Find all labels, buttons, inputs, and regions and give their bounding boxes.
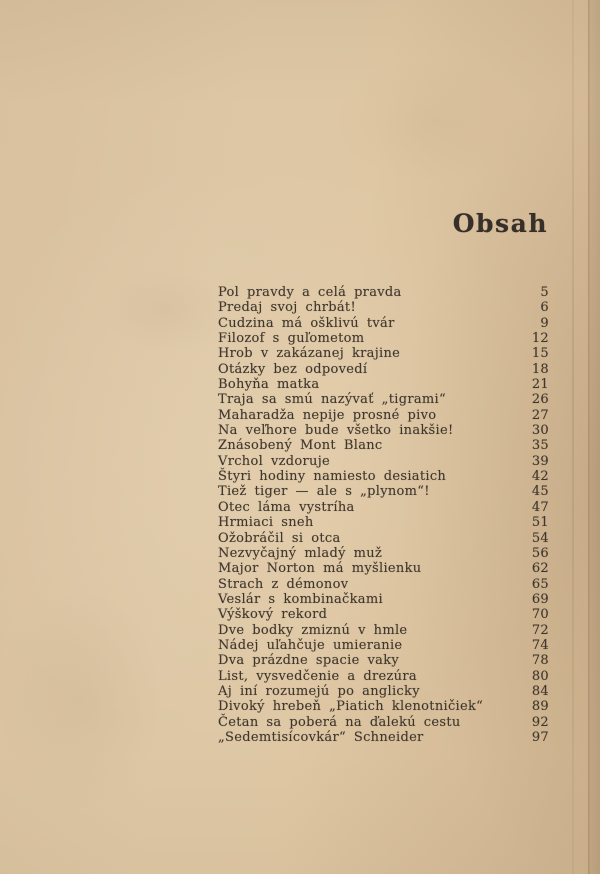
toc-entry — [218, 638, 549, 653]
page-title: Obsah — [452, 209, 548, 238]
toc-entry — [218, 531, 549, 546]
toc-entry-page-number: 26 — [531, 392, 549, 408]
toc-entry-page-number: 74 — [531, 637, 549, 653]
toc-entry-page-number: 12 — [531, 331, 549, 347]
toc-entry — [218, 699, 549, 714]
toc-entry-title: Vrchol vzdoruje — [218, 453, 331, 469]
toc-entry-title: Maharadža nepije prosné pivo — [218, 407, 437, 423]
toc-entry-title: Filozof s guľometom — [218, 331, 365, 347]
toc-entry-title: Na veľhore bude všetko inakšie! — [218, 423, 454, 439]
toc-entry — [218, 607, 549, 622]
toc-entry-page-number: 70 — [531, 607, 549, 623]
toc-entry — [218, 592, 549, 607]
toc-entry — [218, 500, 549, 515]
toc-entry — [218, 316, 549, 331]
toc-entry — [218, 454, 549, 469]
toc-entry-page-number: 6 — [540, 300, 549, 316]
toc-entry-title: Cudzina má ošklivú tvár — [218, 315, 395, 331]
toc-entry — [218, 346, 549, 361]
toc-entry-page-number: 56 — [531, 545, 549, 561]
toc-entry — [218, 408, 549, 423]
toc-entry-title: Strach z démonov — [218, 576, 349, 592]
toc-entry-title: Výškový rekord — [218, 607, 328, 623]
toc-entry-title: Pol pravdy a celá pravda — [218, 285, 402, 300]
toc-entry-page-number: 65 — [531, 576, 549, 592]
toc-entry-title: Otázky bez odpovedí — [218, 361, 368, 377]
toc-entry-page-number: 21 — [531, 377, 549, 393]
toc-entry — [218, 285, 549, 300]
toc-entry-page-number: 45 — [531, 484, 549, 500]
toc-entry-title: List, vysvedčenie a drezúra — [218, 668, 417, 684]
toc-entry-page-number: 92 — [531, 714, 549, 730]
toc-entry-page-number: 72 — [531, 622, 549, 638]
toc-entry — [218, 392, 549, 407]
toc-entry — [218, 623, 549, 638]
toc-entry-page-number: 9 — [540, 315, 549, 331]
toc-entry-page-number: 62 — [531, 561, 549, 577]
toc-entry-page-number: 42 — [531, 469, 549, 485]
page-edge — [588, 0, 600, 874]
toc-entry — [218, 362, 549, 377]
toc-entry-title: Divoký hrebeň „Piatich klenotničiek“ — [218, 699, 484, 715]
toc-entry-page-number: 18 — [531, 361, 549, 377]
toc-entry-page-number: 89 — [531, 699, 549, 715]
toc-entry — [218, 577, 549, 592]
toc-entry-page-number: 5 — [540, 285, 549, 300]
toc-entry-title: Otec láma vystríha — [218, 499, 355, 515]
toc-entry-title: Nádej uľahčuje umieranie — [218, 637, 403, 653]
toc-entry-page-number: 54 — [531, 530, 549, 546]
page-fold-seam — [572, 0, 574, 874]
toc-entry — [218, 300, 549, 315]
toc-entry-title: Ožobráčil si otca — [218, 530, 341, 546]
toc-entry-page-number: 47 — [531, 499, 549, 515]
toc-entry-title: Predaj svoj chrbát! — [218, 300, 356, 316]
toc-entry — [218, 561, 549, 576]
toc-entry-title: Aj iní rozumejú po anglicky — [218, 683, 420, 699]
toc-entry-page-number: 78 — [531, 653, 549, 669]
toc-entry-title: Nezvyčajný mladý muž — [218, 545, 383, 561]
toc-entry-title: „Sedemtisícovkár“ Schneider — [218, 729, 424, 745]
toc-entry-page-number: 30 — [531, 423, 549, 439]
toc-entry-title: Hrob v zakázanej krajine — [218, 346, 401, 362]
toc-entry-title: Hrmiaci sneh — [218, 515, 314, 531]
toc-entry — [218, 715, 549, 730]
toc-entry-page-number: 97 — [531, 729, 549, 745]
toc-entry-title: Znásobený Mont Blanc — [218, 438, 383, 454]
toc-entry — [218, 331, 549, 346]
toc-entry-title: Traja sa smú nazývať „tigrami“ — [218, 392, 446, 408]
toc-entry — [218, 423, 549, 438]
toc-entry-page-number: 15 — [531, 346, 549, 362]
toc-entry — [218, 469, 549, 484]
toc-entry — [218, 669, 549, 684]
toc-entry-title: Dva prázdne spacie vaky — [218, 653, 400, 669]
toc-entry-title: Dve bodky zmiznú v hmle — [218, 622, 408, 638]
toc-entry-page-number: 51 — [531, 515, 549, 531]
toc-entry-title: Major Norton má myšlienku — [218, 561, 422, 577]
toc-list — [218, 285, 549, 745]
toc-entry-title: Štyri hodiny namiesto desiatich — [218, 469, 447, 485]
toc-entry — [218, 546, 549, 561]
toc-entry — [218, 515, 549, 530]
toc-entry — [218, 653, 549, 668]
toc-entry-title: Tiež tiger — ale s „plynom“! — [218, 484, 430, 500]
toc-entry — [218, 730, 549, 745]
toc-entry — [218, 377, 549, 392]
toc-entry-page-number: 39 — [531, 453, 549, 469]
toc-entry-page-number: 27 — [531, 407, 549, 423]
toc-entry-page-number: 69 — [531, 591, 549, 607]
toc-entry-page-number: 80 — [531, 668, 549, 684]
toc-entry — [218, 438, 549, 453]
toc-entry-page-number: 35 — [531, 438, 549, 454]
toc-entry-title: Bohyňa matka — [218, 377, 320, 393]
toc-entry-title: Četan sa poberá na ďalekú cestu — [218, 714, 461, 730]
toc-entry-page-number: 84 — [531, 683, 549, 699]
toc-entry — [218, 484, 549, 499]
toc-entry — [218, 684, 549, 699]
toc-entry-title: Veslár s kombinačkami — [218, 591, 383, 607]
